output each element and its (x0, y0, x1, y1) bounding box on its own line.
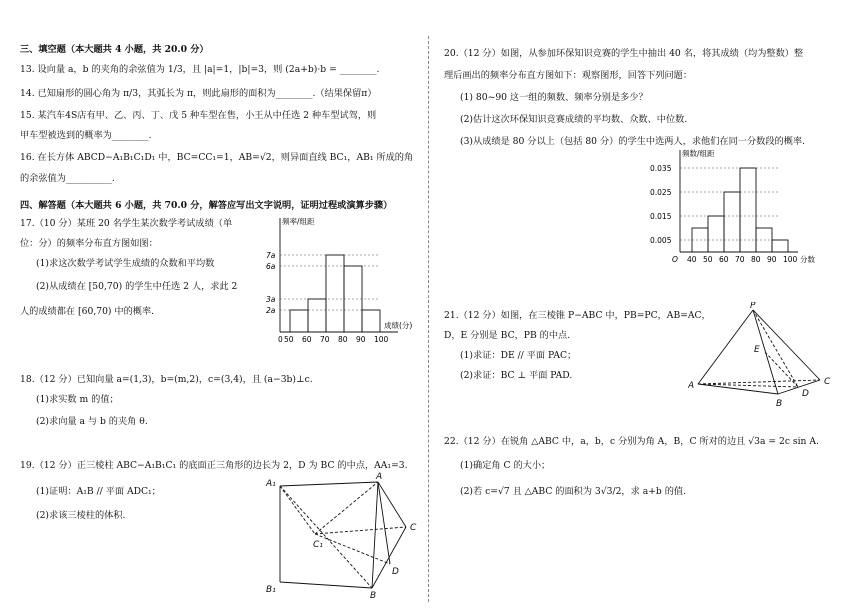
prism-label-a: A (376, 472, 383, 482)
prism-label-b: B (370, 591, 377, 598)
bar (724, 192, 740, 252)
pyramid-label-d: D (802, 389, 809, 399)
histogram-q20 (644, 144, 840, 272)
bar (308, 299, 326, 332)
x-tick-label: 100 (783, 255, 798, 264)
pyramid-label-c: C (824, 377, 831, 387)
y-tick-label: 0.035 (650, 164, 672, 173)
question-21-part2: (2)求证：BC ⊥ 平面 PAD. (460, 370, 573, 381)
bar (326, 255, 344, 332)
y-tick-label: 0.025 (650, 188, 672, 197)
x-tick-label: 50 (703, 255, 713, 264)
question-17-part2: (2)从成绩在 [50,70) 的学生中任选 2 人，求此 2 (36, 281, 238, 292)
bar (740, 168, 756, 252)
x-tick-label: 50 (284, 335, 294, 344)
question-16-line2: 的余弦值为__________. (20, 173, 115, 184)
x-tick-label: 60 (719, 255, 729, 264)
x-tick-label: 100 (374, 335, 389, 344)
question-17-part2-cont: 人的成绩都在 [60,70) 中的概率. (20, 306, 155, 317)
question-15-line2: 甲车型被选到的概率为________. (20, 130, 152, 141)
section4-header: 四、解答题（本大题共 6 小题，共 70.0 分，解答应写出文字说明，证明过程或演算步骤） (20, 200, 393, 211)
bar (290, 310, 308, 332)
y-tick-label: 0.015 (650, 212, 672, 221)
question-14: 14. 已知扇形的圆心角为 π/3，其弧长为 π，则此扇形的面积为________.（结果保留π） (20, 88, 377, 99)
x-tick-label: 90 (356, 335, 366, 344)
x-tick-label: 70 (320, 335, 330, 344)
y-tick-label: 3a (266, 295, 276, 304)
question-20-part3: (3)从成绩是 80 分以上（包括 80 分）的学生中选两人，求他们在同一分数段的概率. (460, 136, 805, 147)
pyramid-label-b: B (776, 399, 783, 409)
question-20-part1: (1) 80~90 这一组的频数、频率分别是多少？ (460, 92, 648, 103)
prism-figure (258, 472, 426, 598)
question-18-part1: (1)求实数 m 的值； (36, 394, 119, 405)
x-tick-label: O (672, 255, 678, 264)
bar (772, 240, 788, 252)
column-divider (428, 36, 429, 602)
y-axis-label: 频率/组距 (282, 217, 315, 226)
x-tick-label: 80 (751, 255, 761, 264)
x-tick-label: 70 (735, 255, 745, 264)
question-22-part2: (2)若 c=√7 且 △ABC 的面积为 3√3/2，求 a+b 的值. (460, 486, 686, 497)
x-tick-label: 0 (278, 335, 283, 344)
question-22: 22.（12 分）在锐角 △ABC 中，a，b，c 分别为角 A，B，C 所对的边且 √3a = 2c sin A. (444, 436, 819, 447)
x-tick-label: 90 (767, 255, 777, 264)
prism-label-a1: A₁ (266, 479, 276, 489)
question-15-line1: 15. 某汽车4S店有甲、乙、丙、丁、戊 5 种车型在售，小王从中任选 2 种车型试驾，则 (20, 110, 377, 121)
question-20-part2: (2)估计这次环保知识竞赛成绩的平均数、众数、中位数. (460, 114, 688, 125)
histogram-q17 (256, 210, 420, 352)
question-17-line1: 17.（10 分）某班 20 名学生某次数学考试成绩（单 (20, 218, 233, 229)
question-20-line2: 理后画出的频率分布直方图如下：观察图形，回答下列问题： (444, 70, 693, 81)
question-17-part1: (1)求这次数学考试学生成绩的众数和平均数 (36, 258, 215, 269)
pyramid-label-a: A (688, 381, 695, 391)
prism-label-d: D (392, 567, 399, 577)
x-axis-label: 成绩(分) (384, 321, 413, 330)
y-tick-label: 6a (266, 262, 276, 271)
question-18-part2: (2)求向量 a 与 b 的夹角 θ. (36, 416, 148, 427)
question-17-line2: 位：分）的频率分布直方图如图： (20, 238, 158, 249)
y-tick-label: 0.005 (650, 236, 672, 245)
y-tick-label: 2a (266, 306, 276, 315)
pyramid-label-e: E (754, 345, 760, 355)
question-20-line1: 20.（12 分）如图，从参加环保知识竞赛的学生中抽出 40 名，将其成绩（均为整数）整 (444, 48, 804, 59)
question-18: 18.（12 分）已知向量 a=(1,3)，b=(m,2)，c=(3,4)，且 (a−3b)⊥c. (20, 374, 313, 385)
prism-label-b1: B₁ (266, 585, 276, 595)
x-tick-label: 80 (338, 335, 348, 344)
bar (708, 216, 724, 252)
question-22-part1: (1)确定角 C 的大小； (460, 460, 551, 471)
question-21-part1: (1)求证：DE // 平面 PAC； (460, 350, 577, 361)
x-axis-label: 分数 (800, 255, 815, 264)
y-tick-label: 7a (266, 251, 276, 260)
section3-header: 三、填空题（本大题共 4 小题，共 20.0 分） (20, 44, 209, 55)
x-tick-label: 40 (687, 255, 697, 264)
question-19-part1: (1)证明：A₁B // 平面 ADC₁； (36, 486, 161, 497)
prism-label-c: C (410, 523, 417, 533)
prism-label-c1: C₁ (313, 540, 323, 550)
bar (362, 310, 380, 332)
question-19: 19.（12 分）正三棱柱 ABC−A₁B₁C₁ 的底面正三角形的边长为 2，D 为 BC 的中点，AA₁=3. (20, 460, 408, 471)
question-21-line1: 21.（12 分）如图，在三棱锥 P−ABC 中，PB=PC，AB=AC， (444, 310, 711, 321)
x-tick-label: 60 (302, 335, 312, 344)
y-axis-label: 频数/组距 (682, 149, 715, 158)
question-13: 13. 设向量 a，b 的夹角的余弦值为 1/3，且 |a|=1，|b|=3，则 (2a+b)·b = ________. (20, 64, 380, 75)
question-21-line2: D，E 分别是 BC，PB 的中点. (444, 330, 571, 341)
pyramid-figure (688, 302, 838, 414)
pyramid-label-p: P (750, 302, 756, 311)
question-16-line1: 16. 在长方体 ABCD−A₁B₁C₁D₁ 中，BC=CC₁=1，AB=√2，则异面直线 BC₁，AB₁ 所成的角 (20, 152, 414, 163)
question-19-part2: (2)求该三棱柱的体积. (36, 510, 126, 521)
